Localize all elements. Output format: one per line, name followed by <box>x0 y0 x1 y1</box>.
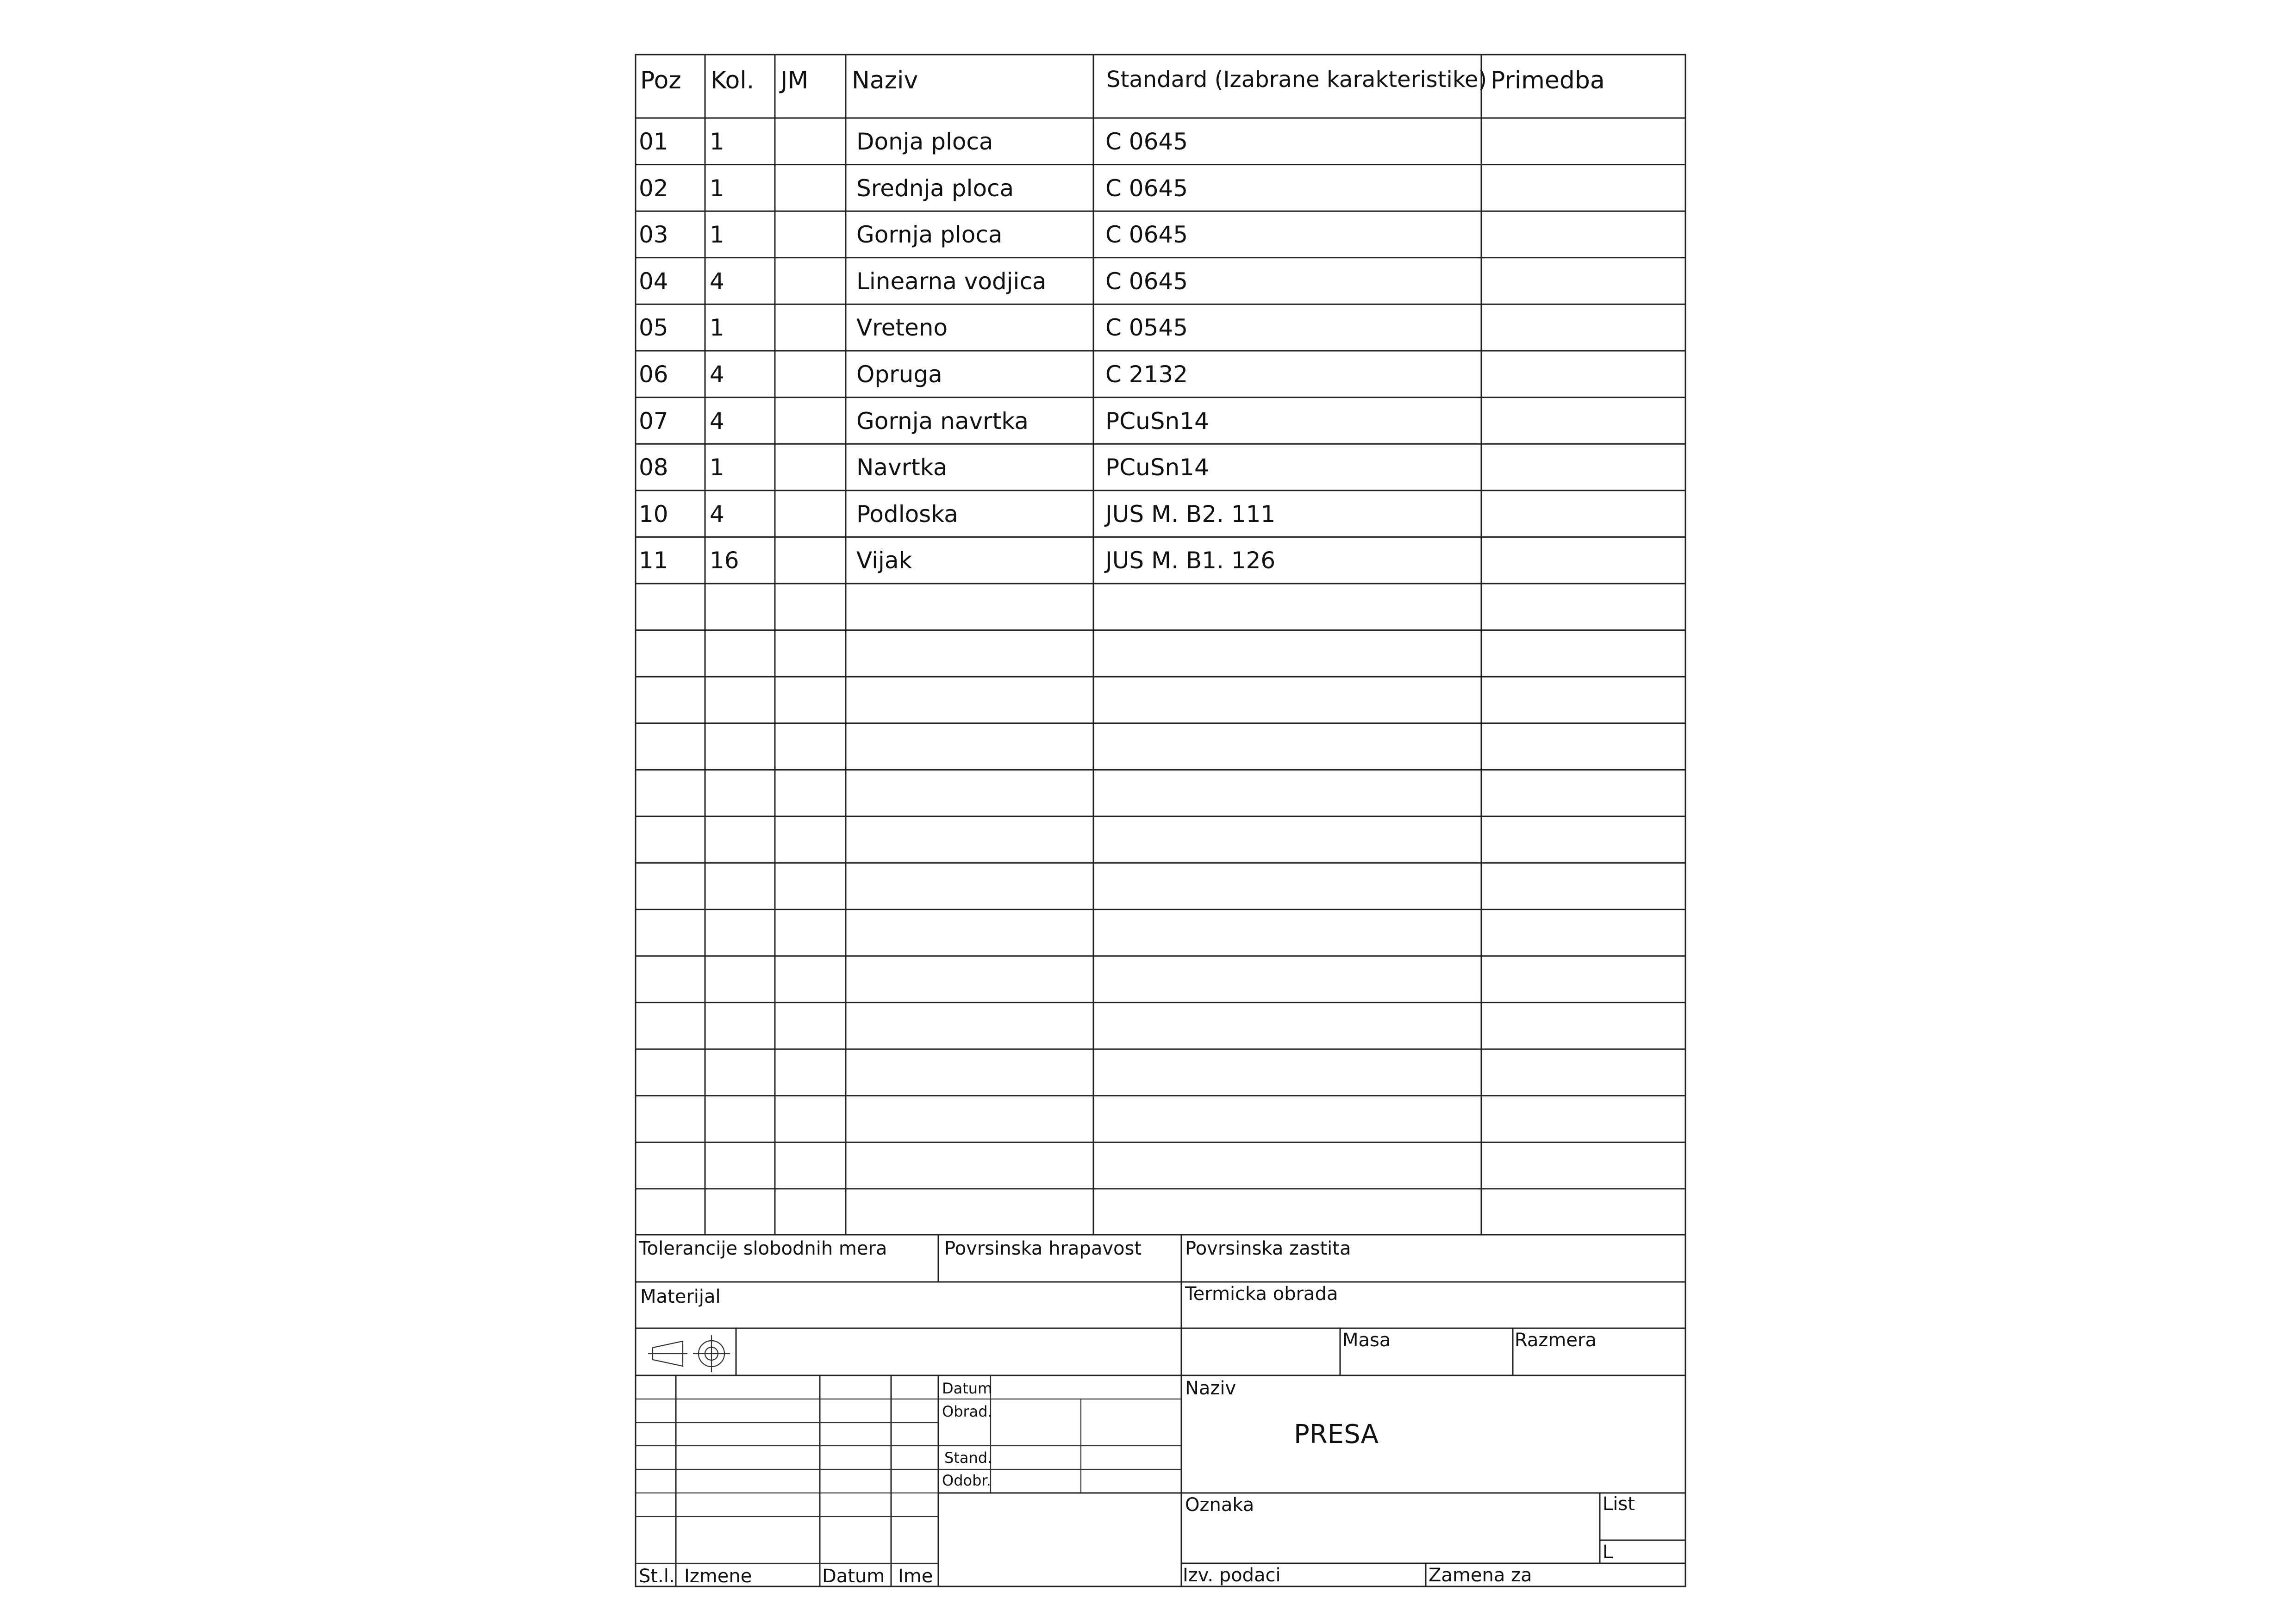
first-angle-projection-icon <box>648 1335 730 1372</box>
header-naziv: Naziv <box>852 67 918 94</box>
label-l: L <box>1603 1542 1613 1563</box>
label-st-l: St.l. <box>639 1566 675 1587</box>
cell-standard: C 2132 <box>1105 361 1188 388</box>
cell-poz: 08 <box>639 454 668 481</box>
cell-standard: JUS M. B2. 111 <box>1105 500 1276 528</box>
cell-kol: 1 <box>710 314 724 342</box>
label-ime: Ime <box>898 1566 933 1587</box>
cell-poz: 10 <box>639 500 668 528</box>
cell-poz: 11 <box>639 547 668 574</box>
cell-naziv: Vijak <box>856 547 912 574</box>
cell-kol: 1 <box>710 221 724 249</box>
cell-kol: 1 <box>710 174 724 202</box>
cell-standard: PCuSn14 <box>1105 407 1209 435</box>
label-stand: Stand. <box>944 1449 992 1467</box>
cell-kol: 1 <box>710 454 724 481</box>
header-primedba: Primedba <box>1491 67 1605 94</box>
label-termicka: Termicka obrada <box>1185 1283 1338 1305</box>
header-standard: Standard (Izabrane karakteristike) <box>1106 67 1487 93</box>
cell-standard: C 0545 <box>1105 314 1188 342</box>
cell-naziv: Podloska <box>856 500 958 528</box>
cell-naziv: Donja ploca <box>856 128 993 155</box>
label-naziv: Naziv <box>1185 1378 1236 1399</box>
label-izmene: Izmene <box>684 1566 752 1587</box>
label-razmera: Razmera <box>1515 1330 1597 1351</box>
cell-poz: 02 <box>639 174 668 202</box>
cell-poz: 04 <box>639 267 668 295</box>
cell-kol: 4 <box>710 267 724 295</box>
cell-naziv: Opruga <box>856 361 942 388</box>
label-masa: Masa <box>1342 1330 1391 1351</box>
label-oznaka: Oznaka <box>1185 1494 1254 1516</box>
label-obrad: Obrad. <box>942 1403 992 1420</box>
cell-naziv: Vreteno <box>856 314 948 342</box>
cell-standard: C 0645 <box>1105 267 1188 295</box>
cell-standard: JUS M. B1. 126 <box>1105 547 1276 574</box>
cell-poz: 07 <box>639 407 668 435</box>
label-hrapavost: Povrsinska hrapavost <box>944 1238 1142 1259</box>
cell-kol: 4 <box>710 500 724 528</box>
cell-naziv: Srednja ploca <box>856 174 1014 202</box>
label-zamena-za: Zamena za <box>1429 1565 1532 1586</box>
label-odobr: Odobr. <box>942 1472 991 1489</box>
cell-kol: 1 <box>710 128 724 155</box>
cell-naziv: Gornja navrtka <box>856 407 1029 435</box>
header-jm: JM <box>780 67 809 94</box>
label-tolerancije: Tolerancije slobodnih mera <box>639 1238 887 1259</box>
cell-standard: C 0645 <box>1105 128 1188 155</box>
drawing-title: PRESA <box>1294 1419 1379 1449</box>
label-list: List <box>1603 1493 1635 1515</box>
cell-naziv: Linearna vodjica <box>856 267 1047 295</box>
cell-naziv: Gornja ploca <box>856 221 1003 249</box>
cell-kol: 4 <box>710 361 724 388</box>
cell-standard: C 0645 <box>1105 221 1188 249</box>
header-kol: Kol. <box>711 67 755 94</box>
cell-kol: 4 <box>710 407 724 435</box>
label-datum-rev: Datum <box>822 1566 885 1587</box>
header-poz: Poz <box>640 67 681 94</box>
cell-naziv: Navrtka <box>856 454 948 481</box>
cell-poz: 01 <box>639 128 668 155</box>
cell-poz: 03 <box>639 221 668 249</box>
cell-kol: 16 <box>710 547 739 574</box>
label-materijal: Materijal <box>640 1286 721 1307</box>
cell-standard: PCuSn14 <box>1105 454 1209 481</box>
label-datum: Datum <box>942 1380 992 1397</box>
label-zastita: Povrsinska zastita <box>1185 1238 1351 1259</box>
cell-poz: 05 <box>639 314 668 342</box>
cell-standard: C 0645 <box>1105 174 1188 202</box>
label-izv-podaci: Izv. podaci <box>1183 1565 1281 1586</box>
cell-poz: 06 <box>639 361 668 388</box>
